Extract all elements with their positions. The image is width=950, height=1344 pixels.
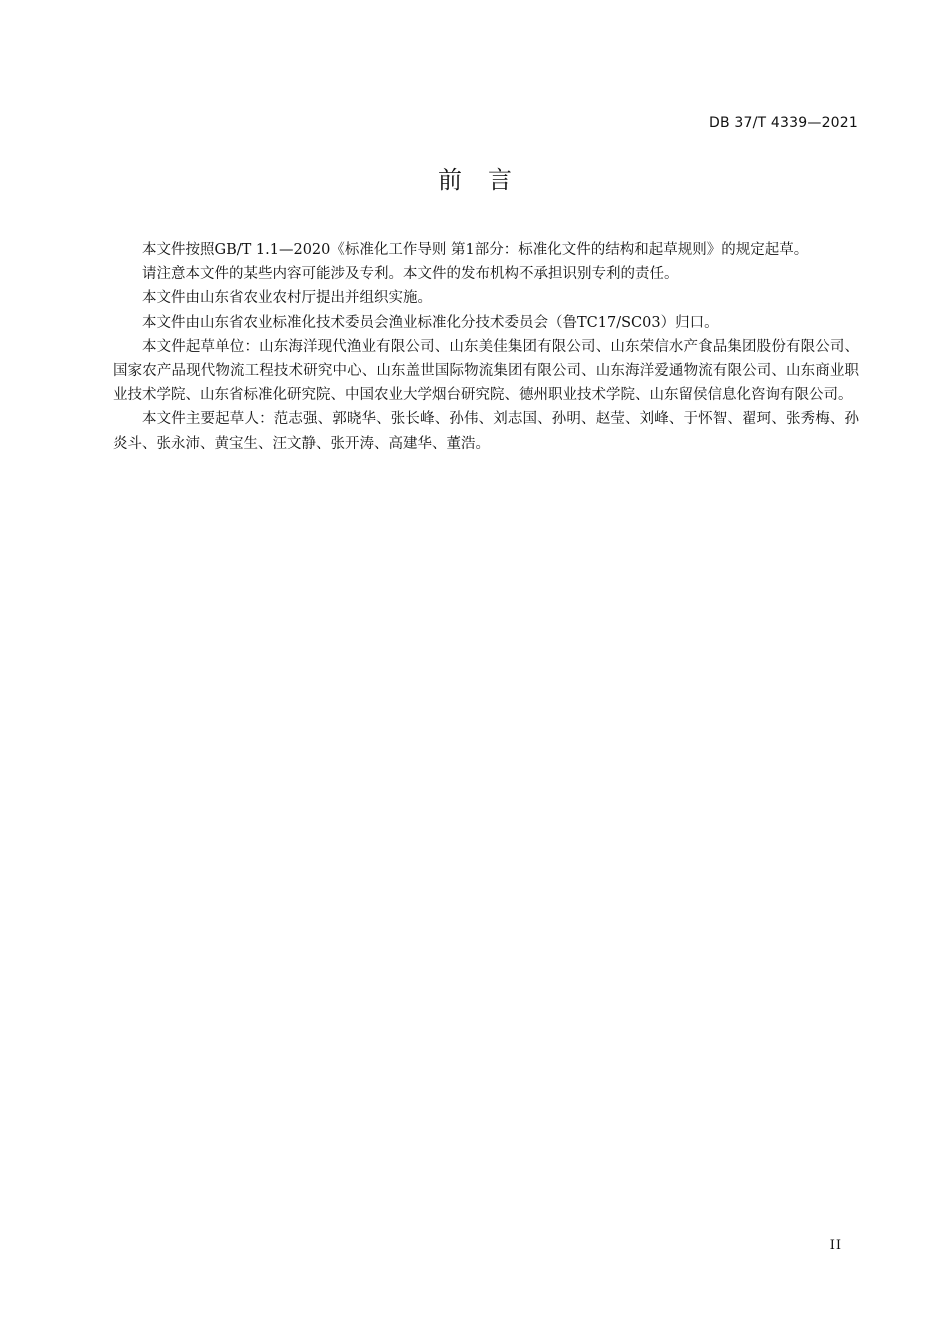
- paragraph-patent-notice: 请注意本文件的某些内容可能涉及专利。本文件的发布机构不承担识别专利的责任。: [142, 266, 679, 283]
- paragraph-proposer: 本文件由山东省农业农村厅提出并组织实施。: [142, 290, 432, 307]
- section-title: 前言: [438, 166, 538, 194]
- paragraph-drafting-units: 本文件起草单位：山东海洋现代渔业有限公司、山东美佳集团有限公司、山东荣信水产食品集团股份有限公司、国家农产品现代物流工程技术研究中心、山东盖世国际物流集团有限公司、山东海洋爱通物流有限公司、山东商业职业技术学院、山东省标准化研究院、中国农业大学烟台研究院、德州职业技术学院、山东留侯信息化咨询有限公司。: [113, 338, 859, 404]
- paragraph-main-drafters: 本文件主要起草人：范志强、郭晓华、张长峰、孙伟、刘志国、孙明、赵莹、刘峰、于怀智、翟珂、张秀梅、孙炎斗、张永沛、黄宝生、汪文静、张开涛、高建华、董浩。: [113, 411, 859, 452]
- page-number: II: [829, 1238, 842, 1253]
- foreword-body: [113, 238, 859, 456]
- paragraph-drafting-rules: 本文件按照GB/T 1.1—2020《标准化工作导则 第1部分：标准化文件的结构和起草规则》的规定起草。: [142, 242, 809, 258]
- document-code: DB 37/T 4339—2021: [708, 115, 858, 131]
- paragraph-responsible-committee: 本文件由山东省农业标准化技术委员会渔业标准化分技术委员会（鲁TC17/SC03）归口。: [142, 314, 719, 331]
